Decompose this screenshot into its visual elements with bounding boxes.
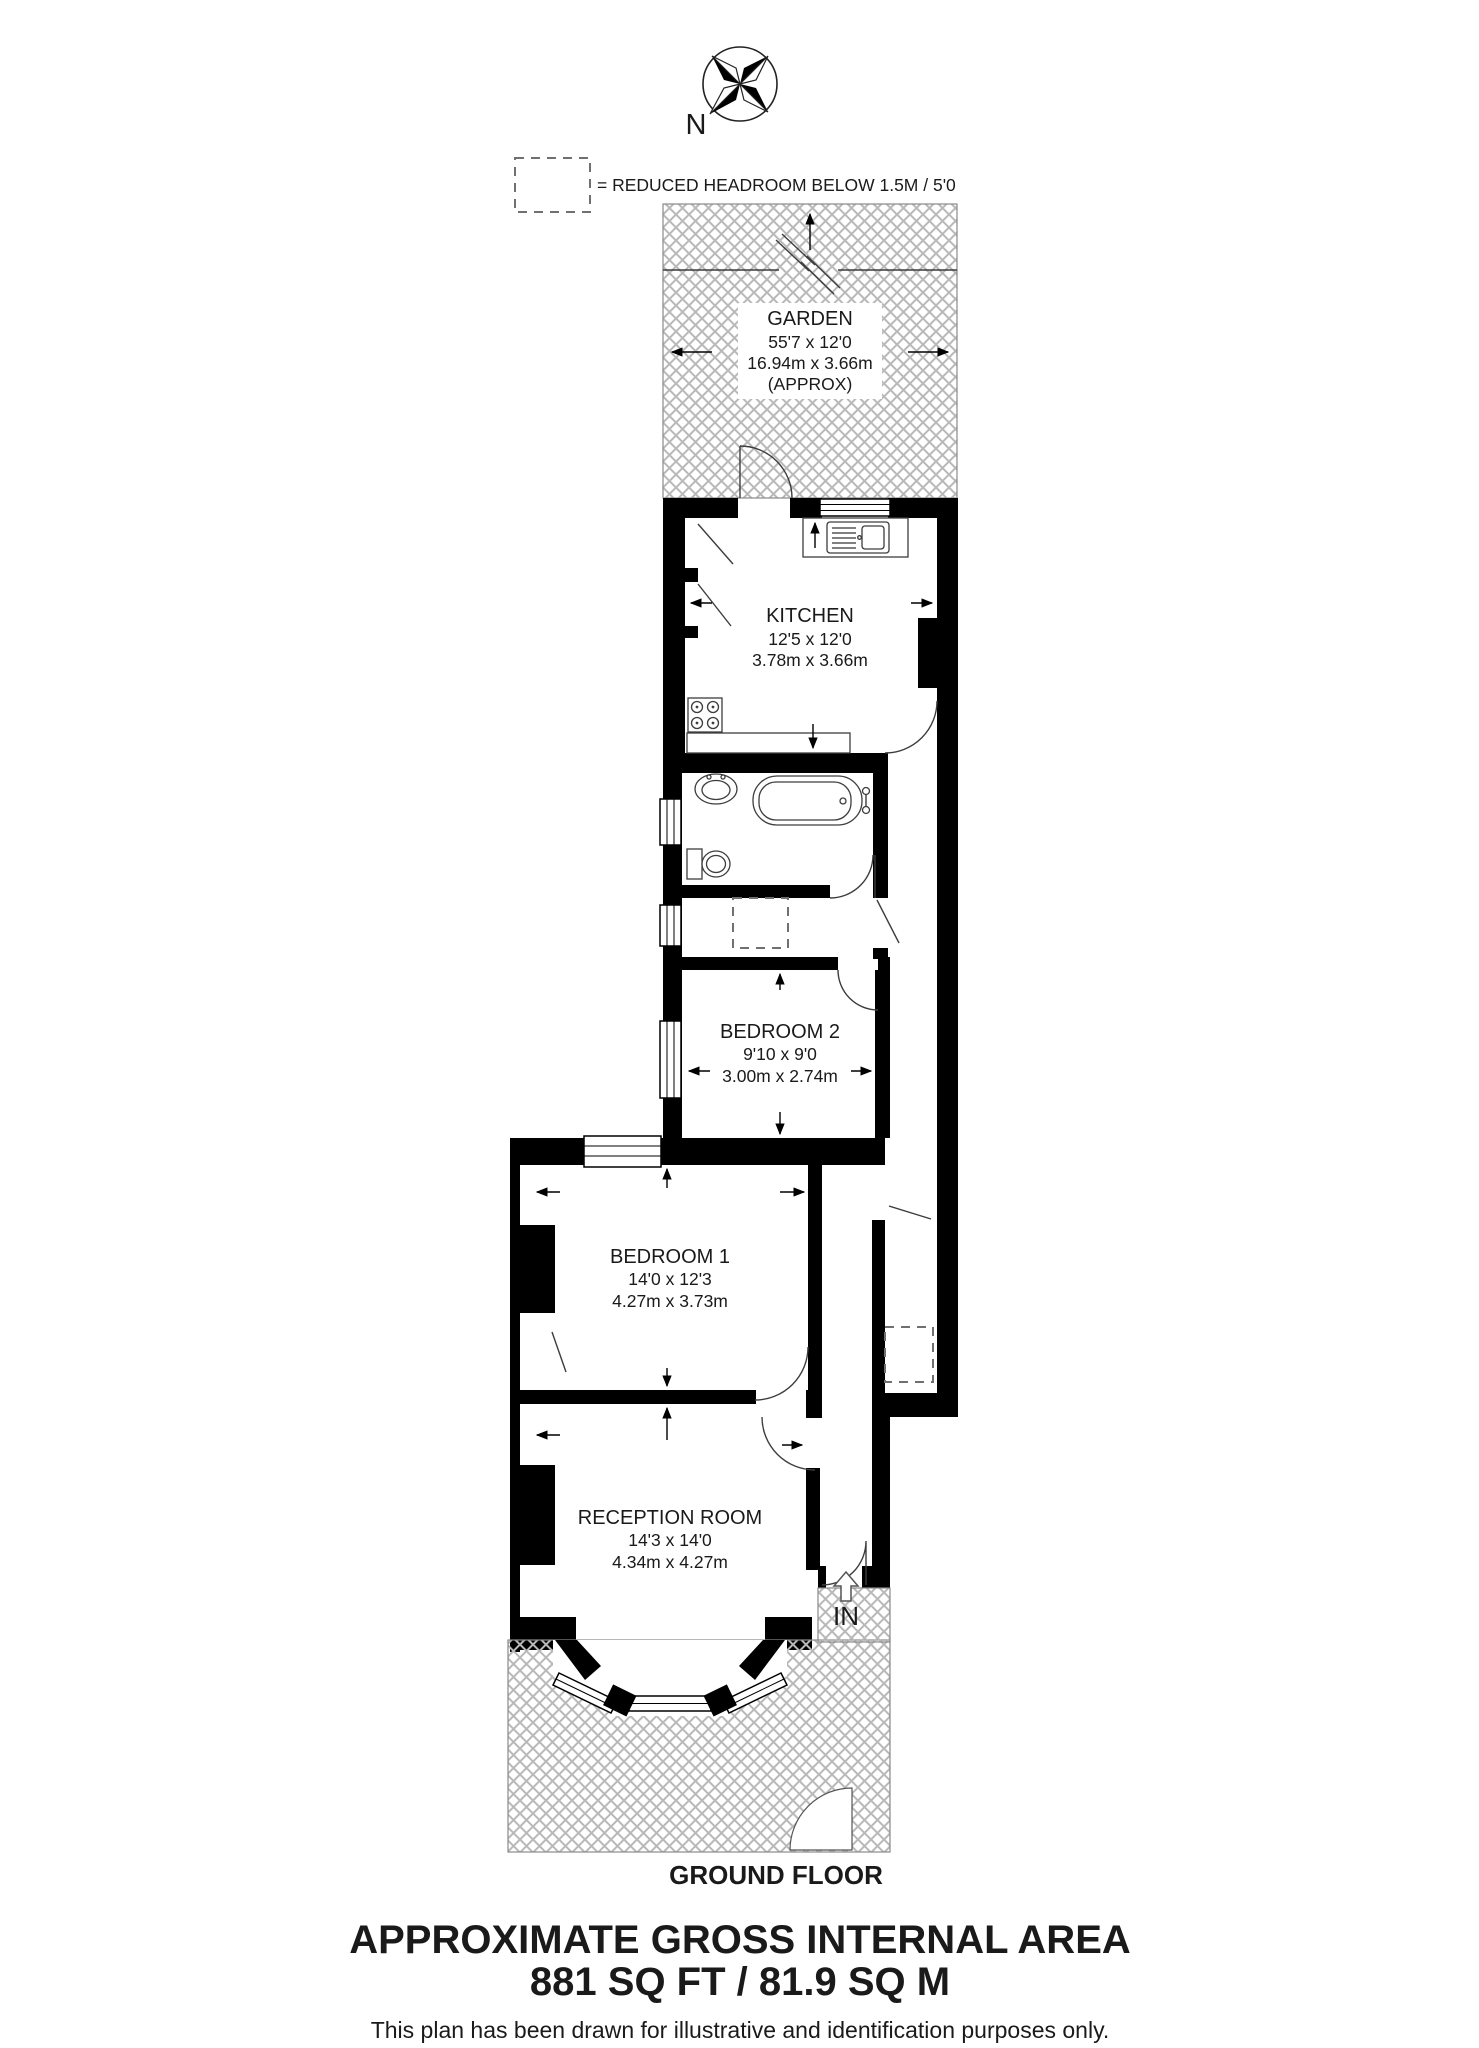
bedroom1-window bbox=[584, 1136, 661, 1167]
bedroom1-label bbox=[610, 1246, 730, 1311]
kitchen-label bbox=[752, 605, 868, 670]
reception-label bbox=[578, 1507, 762, 1572]
kitchen-window bbox=[820, 499, 890, 516]
bedroom2-window bbox=[660, 1021, 681, 1098]
garden-size-metric: 16.94m x 3.66m bbox=[747, 353, 873, 373]
floor-label: GROUND FLOOR bbox=[669, 1860, 883, 1890]
entrance-label: IN bbox=[833, 1601, 859, 1631]
bedroom2-door bbox=[838, 970, 878, 1010]
garden-size-imperial: 55'7 x 12'0 bbox=[768, 332, 852, 352]
bedroom1-chimney-breast bbox=[520, 1225, 555, 1313]
bathtub bbox=[753, 776, 870, 825]
compass-rose-icon bbox=[686, 47, 777, 141]
garden-name: GARDEN bbox=[767, 308, 853, 330]
entrance-marker bbox=[833, 1572, 859, 1631]
landing-door bbox=[877, 900, 899, 943]
bathroom-basin bbox=[695, 774, 737, 804]
footer bbox=[349, 1860, 1131, 2043]
reception-door bbox=[762, 1417, 815, 1470]
reception-size-metric: 4.34m x 4.27m bbox=[612, 1552, 728, 1572]
disclaimer: This plan has been drawn for illustrative and identification purposes only. bbox=[370, 2017, 1110, 2043]
legend-text: = REDUCED HEADROOM BELOW 1.5M / 5'0 bbox=[597, 175, 956, 195]
garden-area bbox=[663, 204, 957, 498]
reduced-headroom-landing bbox=[733, 898, 788, 948]
area-value: 881 SQ FT / 81.9 SQ M bbox=[529, 1960, 951, 2004]
bathroom-door bbox=[830, 855, 875, 898]
bedroom1-size-imperial: 14'0 x 12'3 bbox=[628, 1269, 712, 1289]
toilet bbox=[687, 849, 730, 879]
reception-size-imperial: 14'3 x 14'0 bbox=[628, 1530, 712, 1550]
area-title: APPROXIMATE GROSS INTERNAL AREA bbox=[349, 1918, 1131, 1962]
kitchen-name: KITCHEN bbox=[766, 605, 854, 627]
kitchen-hob bbox=[688, 698, 722, 732]
reception-name: RECEPTION ROOM bbox=[577, 1507, 763, 1529]
bedroom2-name: BEDROOM 2 bbox=[719, 1021, 841, 1043]
bathroom-fixtures bbox=[687, 774, 870, 879]
bedroom2-size-imperial: 9'10 x 9'0 bbox=[743, 1044, 817, 1064]
compass-north-label: N bbox=[685, 109, 707, 141]
legend-reduced-headroom-swatch bbox=[515, 158, 590, 212]
kitchen-door bbox=[885, 701, 937, 753]
bedroom2-label bbox=[720, 1021, 840, 1086]
garden-qualifier: (APPROX) bbox=[767, 374, 853, 394]
reduced-headroom-side-return bbox=[885, 1327, 933, 1382]
side-return-door bbox=[889, 1206, 931, 1219]
bedroom1-size-metric: 4.27m x 3.73m bbox=[612, 1291, 728, 1311]
front-path bbox=[508, 1572, 890, 1852]
bedroom1-name: BEDROOM 1 bbox=[609, 1246, 731, 1268]
bedroom1-cupboard-door bbox=[552, 1332, 566, 1372]
bedroom2-size-metric: 3.00m x 2.74m bbox=[722, 1066, 838, 1086]
kitchen-counter bbox=[687, 733, 850, 753]
reception-chimney-breast bbox=[520, 1465, 555, 1565]
landing-window bbox=[660, 905, 681, 946]
bedroom1-door bbox=[755, 1347, 808, 1400]
kitchen-size-imperial: 12'5 x 12'0 bbox=[768, 629, 852, 649]
kitchen-cupboard-doors bbox=[698, 524, 733, 626]
kitchen-size-metric: 3.78m x 3.66m bbox=[752, 650, 868, 670]
bathroom-window bbox=[660, 799, 681, 845]
